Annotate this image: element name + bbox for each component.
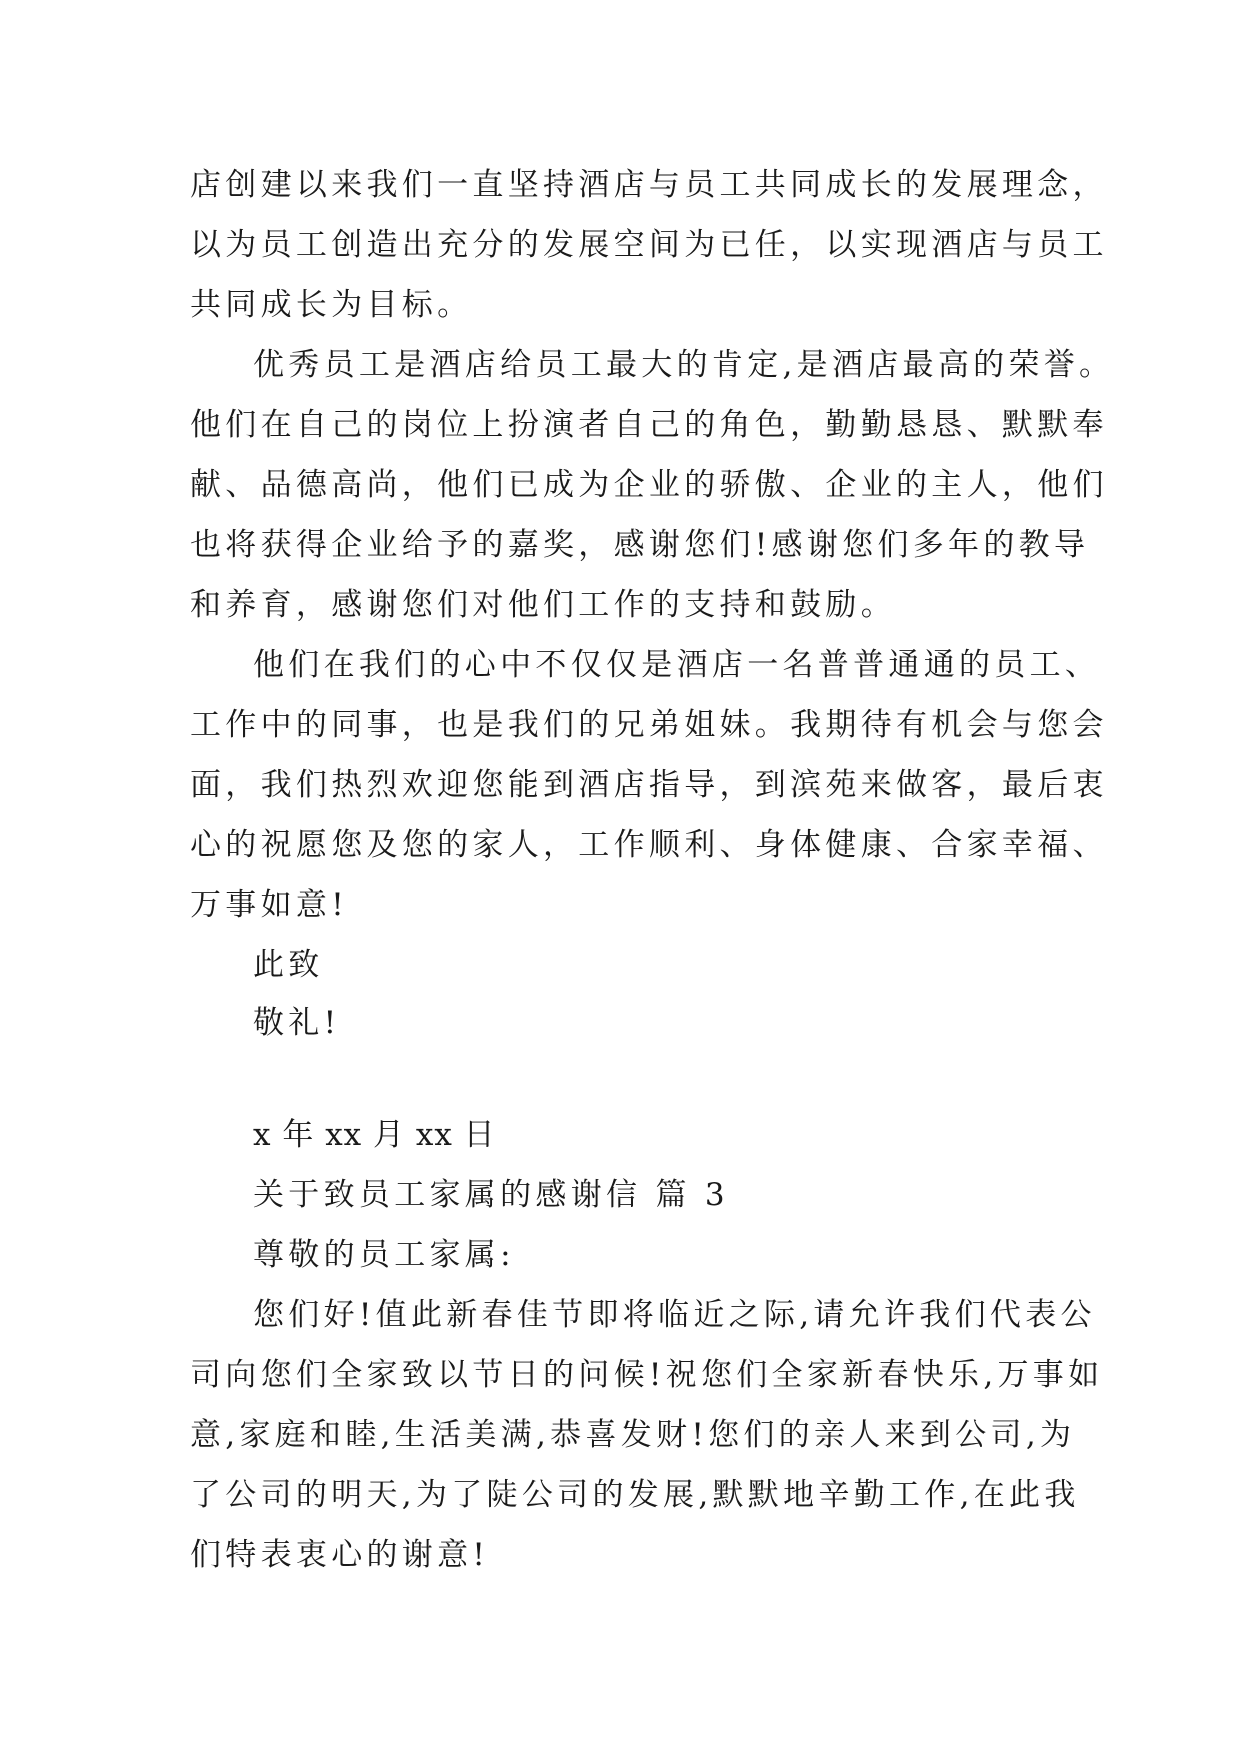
paragraph-4-line-5: 们特表衷心的谢意! — [190, 1537, 490, 1573]
paragraph-4-line-4: 了公司的明天,为了陡公司的发展,默默地辛勤工作,在此我 — [190, 1477, 1080, 1513]
paragraph-3-line-1: 他们在我们的心中不仅仅是酒店一名普普通通的员工、 — [253, 647, 1101, 683]
paragraph-3-line-4: 心的祝愿您及您的家人，工作顺利、身体健康、合家幸福、 — [190, 827, 1108, 863]
paragraph-4-line-2: 司向您们全家致以节日的问候!祝您们全家新春快乐,万事如 — [190, 1357, 1104, 1393]
paragraph-1-line-1: 店创建以来我们一直坚持酒店与员工共同成长的发展理念， — [190, 167, 1108, 203]
paragraph-2-line-5: 和养育，感谢您们对他们工作的支持和鼓励。 — [190, 587, 896, 623]
paragraph-1-line-2: 以为员工创造出充分的发展空间为已任，以实现酒店与员工 — [190, 227, 1108, 263]
paragraph-1-line-3: 共同成长为目标。 — [190, 287, 473, 323]
letter-heading: 关于致员工家属的感谢信 篇 3 — [253, 1177, 729, 1213]
paragraph-4-line-3: 意,家庭和睦,生活美满,恭喜发财!您们的亲人来到公司,为 — [190, 1417, 1076, 1453]
paragraph-2-line-4: 也将获得企业给予的嘉奖，感谢您们!感谢您们多年的教导 — [190, 527, 1090, 563]
paragraph-3-line-3: 面，我们热烈欢迎您能到酒店指导，到滨苑来做客，最后衷 — [190, 767, 1108, 803]
closing-salutation-2: 敬礼! — [253, 1005, 341, 1041]
paragraph-3-line-5: 万事如意! — [190, 887, 348, 923]
letter-greeting: 尊敬的员工家属: — [253, 1237, 515, 1273]
closing-salutation-1: 此致 — [253, 947, 324, 983]
paragraph-4-line-1: 您们好!值此新春佳节即将临近之际,请允许我们代表公 — [253, 1297, 1096, 1333]
paragraph-2-line-1: 优秀员工是酒店给员工最大的肯定,是酒店最高的荣誉。 — [253, 347, 1115, 383]
paragraph-3-line-2: 工作中的同事，也是我们的兄弟姐妹。我期待有机会与您会 — [190, 707, 1108, 743]
paragraph-2-line-3: 献、品德高尚，他们已成为企业的骄傲、企业的主人，他们 — [190, 467, 1108, 503]
closing-date: x 年 xx 月 xx 日 — [253, 1117, 496, 1153]
paragraph-2-line-2: 他们在自己的岗位上扮演者自己的角色，勤勤恳恳、默默奉 — [190, 407, 1108, 443]
